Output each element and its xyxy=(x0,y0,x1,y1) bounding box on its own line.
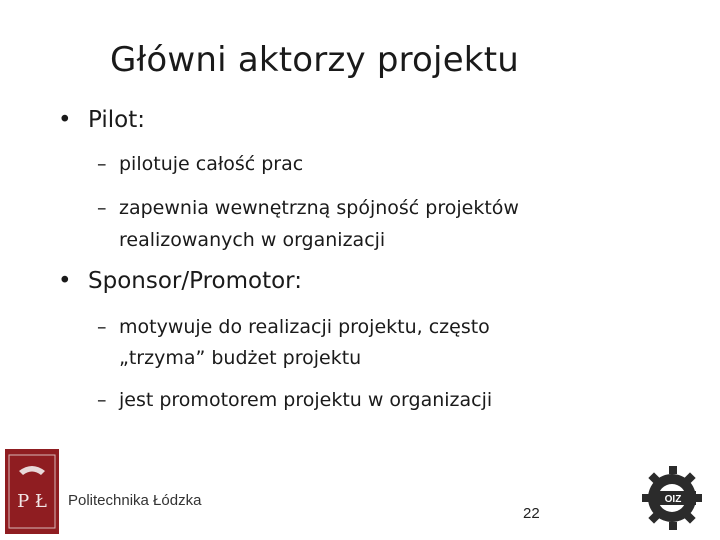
sub-item-line: jest promotorem projektu w organizacji xyxy=(119,389,493,411)
dash-marker: – xyxy=(97,316,107,338)
sub-item-line: „trzyma” budżet projektu xyxy=(119,347,362,369)
university-logo xyxy=(5,449,59,534)
bullet-dot: • xyxy=(58,107,72,133)
dash-marker: – xyxy=(97,389,107,411)
gear-logo-icon xyxy=(636,466,708,530)
gear-logo-text: OIZ xyxy=(664,494,682,505)
dash-marker: – xyxy=(97,153,107,175)
bullet-label: Pilot: xyxy=(88,107,145,133)
sub-item-line: motywuje do realizacji projektu, często xyxy=(119,316,490,338)
sub-item-line: realizowanych w organizacji xyxy=(119,229,386,251)
logo-monogram: P Ł xyxy=(17,491,47,512)
sub-item-line: zapewnia wewnętrzną spójność projektów xyxy=(119,197,519,219)
institution-name: Politechnika Łódzka xyxy=(68,492,202,509)
sub-item-line: pilotuje całość prac xyxy=(119,153,304,175)
slide-title: Główni aktorzy projektu xyxy=(110,40,519,80)
bullet-dot: • xyxy=(58,268,72,294)
bullet-label: Sponsor/Promotor: xyxy=(88,268,302,294)
dash-marker: – xyxy=(97,197,107,219)
page-number: 22 xyxy=(523,505,540,522)
